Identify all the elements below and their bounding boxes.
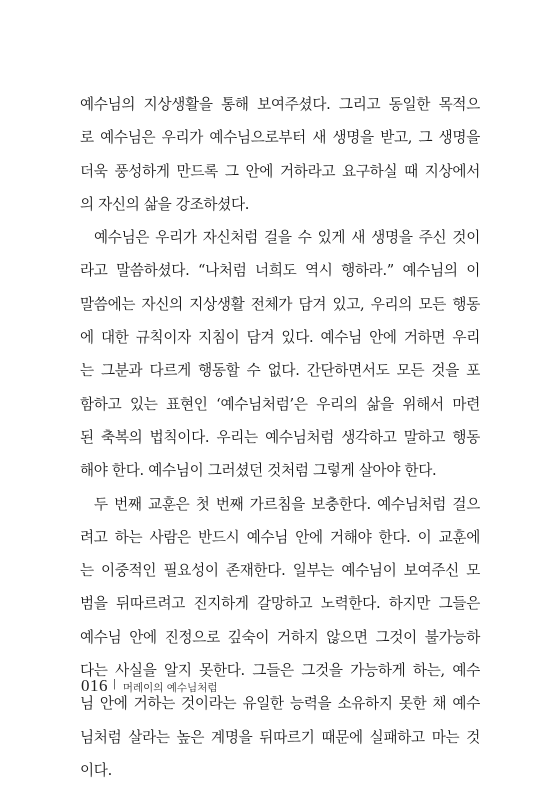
text-line: 된 축복의 법칙이다. 우리는 예수님처럼 생각하고 말하고 행동 [80, 428, 480, 446]
text-line: 말씀에는 자신의 지상생활 전체가 담겨 있고, 우리의 모든 행동 [80, 295, 480, 313]
paragraph-3 [80, 488, 480, 787]
text-line: 함하고 있는 표현인 ‘예수님처럼’은 우리의 삶을 위해서 마련 [80, 395, 480, 413]
text-line: 해야 한다. 예수님이 그러셨던 것처럼 그렇게 살아야 한다. [80, 462, 437, 480]
text-line: 이다. [80, 761, 112, 779]
text-line: 더욱 풍성하게 만드록 그 안에 거하라고 요구하실 때 지상에서 [80, 162, 480, 180]
text-line: 예수님의 지상생활을 통해 보여주셨다. 그리고 동일한 목적으 [80, 96, 480, 113]
text-line: 에 대한 규칙이자 지침이 담겨 있다. 예수님 안에 거하면 우리 [80, 329, 480, 347]
text-line: 님 안에 거하는 것이라는 유일한 능력을 소유하지 못한 채 예수 [80, 695, 480, 713]
running-book-title: 머레이의 예수님처럼 [122, 682, 218, 694]
paragraph-2 [80, 221, 480, 487]
text-line: 려고 하는 사람은 반드시 예수님 안에 거해야 한다. 이 교훈에 [80, 528, 480, 546]
text-line: 의 자신의 삶을 강조하셨다. [80, 195, 250, 213]
text-line: 로 예수님은 우리가 예수님으로부터 새 생명을 받고, 그 생명을 [80, 129, 480, 147]
text-line: 예수님 안에 진정으로 깊숙이 거하지 않으면 그것이 불가능하 [80, 628, 480, 646]
text-line: 범을 뒤따르려고 진지하게 갈망하고 노력한다. 하지만 그들은 [80, 595, 480, 613]
page-number: 016 [81, 676, 108, 695]
footer-separator: | [113, 678, 116, 690]
text-line: 예수님은 우리가 자신처럼 걸을 수 있게 새 생명을 주신 것이 [94, 229, 480, 247]
text-line: 라고 말씀하셨다. “나처럼 너희도 역시 행하라.” 예수님의 이 [80, 262, 480, 280]
paragraph-1 [80, 88, 480, 221]
text-line: 는 이중적인 필요성이 존재한다. 일부는 예수님이 보여주신 모 [80, 562, 480, 580]
text-line: 님처럼 살라는 높은 계명을 뒤따르기 때문에 실패하고 마는 것 [80, 728, 480, 746]
text-line: 두 번째 교훈은 첫 번째 가르침을 보충한다. 예수님처럼 걸으 [94, 495, 480, 513]
text-line: 는 그분과 다르게 행동할 수 없다. 간단하면서도 모든 것을 포 [80, 362, 480, 380]
page-footer [81, 676, 217, 696]
text-line: 다는 사실을 알지 못한다. 그들은 그것을 가능하게 하는, 예수 [80, 662, 480, 680]
